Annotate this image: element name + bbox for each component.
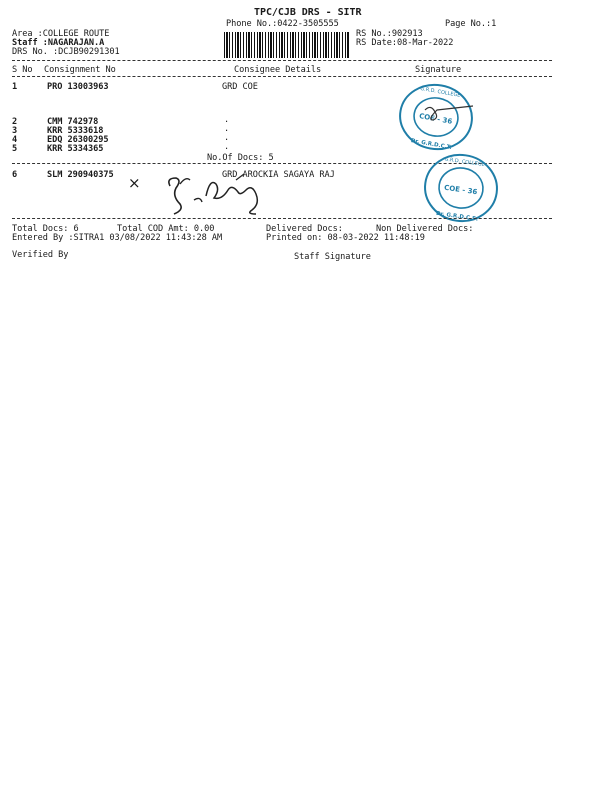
row-2-consignment: CMM 742978 [47,117,99,127]
phone-number: Phone No.:0422-3505555 [226,19,339,29]
handwritten-signature [160,170,280,220]
delivered-docs: Delivered Docs: [266,224,343,234]
stamp-2-bottom: Dr. G.R.D.C.S. [435,210,479,223]
row-2-consignee: . [224,115,230,125]
printed-on: Printed on: 08-03-2022 11:48:19 [266,233,425,243]
row-6-sno: 6 [12,170,18,180]
non-delivered-docs: Non Delivered Docs: [376,224,474,234]
stamp-2-top: G.R.D. COLLEGE [444,156,486,169]
col-consignment: Consignment No [44,65,116,75]
stamp-1-bottom: Dr. G.R.D.C.T. [410,138,453,152]
staff-label: Staff :NAGARAJAN.A [12,38,105,48]
rs-date: RS Date:08-Mar-2022 [356,38,454,48]
row-1-sno: 1 [12,82,18,92]
row-5-consignee: . [224,142,230,152]
row-1-consignment: PRO 13003963 [47,82,109,92]
total-cod-amount: Total COD Amt: 0.00 [117,224,215,234]
col-signature: Signature [415,65,462,75]
page-number: Page No.:1 [445,19,497,29]
row-4-sno: 4 [12,135,18,145]
row-4-consignment: EDQ 26300295 [47,135,109,145]
rs-number: RS No.:902913 [356,29,423,39]
row-4-consignee: . [224,133,230,143]
college-stamp-2 [422,152,500,224]
col-sno: S No [12,65,33,75]
barcode [224,32,350,58]
row-3-consignee: . [224,124,230,134]
stamp-1-center: COE - 36 [418,112,453,126]
total-docs: Total Docs: 6 [12,224,79,234]
college-stamp-1 [397,82,475,152]
area-label: Area :COLLEGE ROUTE [12,29,110,39]
no-of-docs: No.Of Docs: 5 [207,153,274,163]
row-3-sno: 3 [12,126,18,136]
row-3-consignment: KRR 5333618 [47,126,104,136]
entered-by: Entered By :SITRA1 03/08/2022 11:43:28 AM [12,233,223,243]
signature-cross-mark: × [128,174,141,192]
footer-divider [12,218,552,219]
row-6-consignment: SLM 290940375 [47,170,114,180]
row-6-consignee: GRD AROCKIA SAGAYA RAJ [222,170,335,180]
drs-number: DRS No. :DCJB90291301 [12,47,120,57]
stamp-2-center: COE - 36 [443,183,478,197]
col-consignee: Consignee Details [234,65,322,75]
staff-signature-label: Staff Signature [294,252,371,262]
columns-divider [12,76,552,77]
row-5-consignment: KRR 5334365 [47,144,104,154]
stamp-1-top: G.R.D. COLLEGE [419,85,461,99]
row-2-sno: 2 [12,117,18,127]
verified-by: Verified By [12,250,69,260]
report-title: TPC/CJB DRS - SITR [254,7,362,18]
header-divider [12,60,552,61]
row-5-sno: 5 [12,144,18,154]
row-1-consignee: GRD COE [222,82,258,92]
